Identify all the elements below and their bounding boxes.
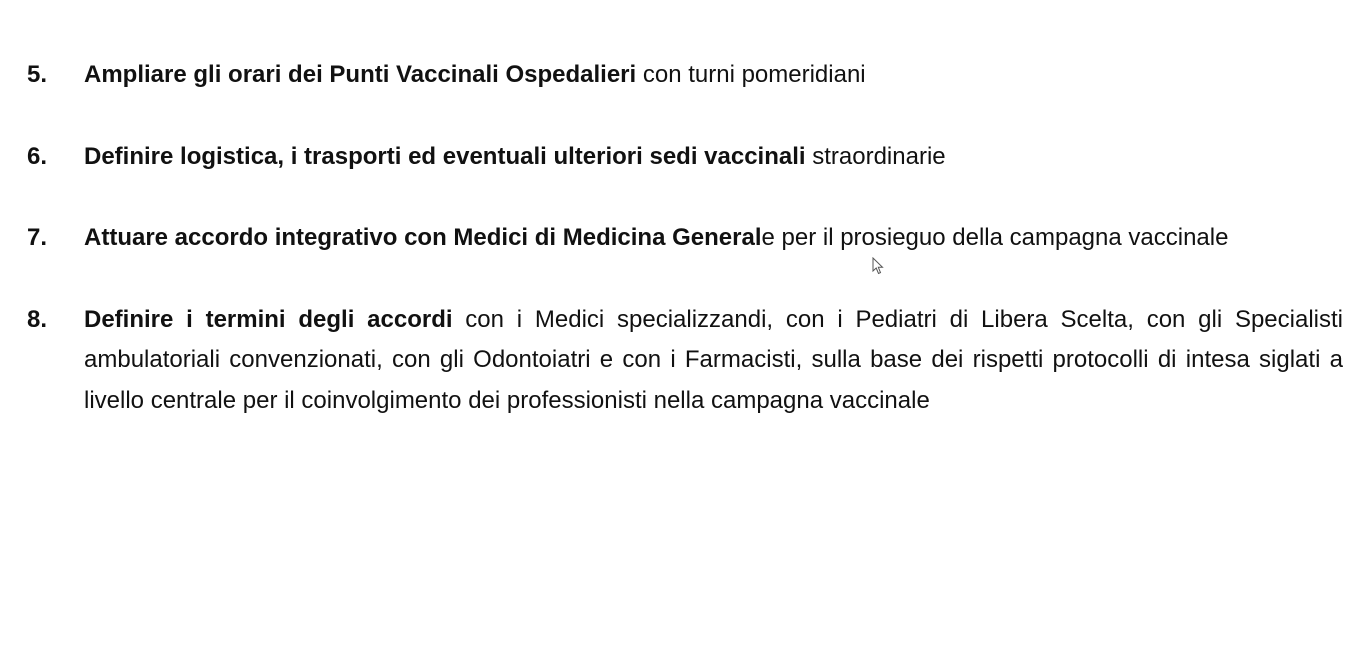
list-item-text: straordinarie [805, 142, 946, 170]
numbered-list [27, 55, 1343, 462]
list-number: 6. [27, 142, 48, 170]
list-item-emphasis: Ampliare gli orari dei Punti Vaccinali Ospedalieri [84, 61, 637, 88]
list-number: 8. [27, 305, 48, 333]
list-number: 5. [27, 61, 48, 88]
mouse-pointer-icon [872, 257, 884, 275]
list-item-5 [27, 55, 1343, 96]
list-item-6 [27, 137, 1343, 178]
list-item-text: e per il prosieguo della campagna vaccinale [761, 224, 1229, 251]
list-item-text: con turni pomeridiani [636, 61, 866, 88]
list-item-8 [27, 300, 1343, 422]
list-item-emphasis: Definire i termini degli accordi [84, 305, 453, 333]
list-number: 7. [27, 224, 48, 251]
list-item-emphasis: Definire logistica, i trasporti ed eventuali ulteriori sedi vaccinali [84, 142, 806, 170]
list-item-text: con i Medici specializzandi, con i Pediatri di Libera Scelta, con gli Specialisti ambulatoriali convenzionati, con gli Odontoiatri e con i Farmacisti, sulla base dei rispetti protocolli di intesa siglati a livello centrale per il coinvolgimento dei professionisti nella campagna vaccinale [84, 305, 1343, 414]
list-item-7 [27, 218, 1343, 259]
list-item-emphasis: Attuare accordo integrativo con Medici di Medicina General [84, 224, 762, 251]
